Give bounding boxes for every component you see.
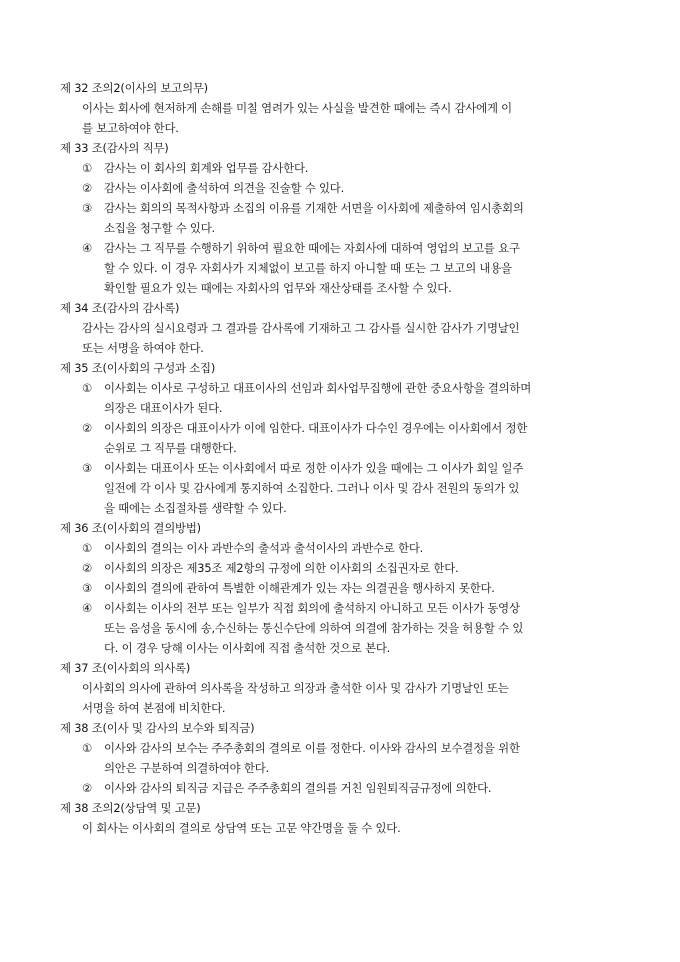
article-32-2-body-line: 를 보고하여야 한다.: [82, 121, 179, 135]
article-33-item-2: [82, 178, 344, 198]
article-36-item-1: [82, 538, 423, 558]
item-number: ④: [82, 601, 93, 615]
item-text: 감사는 이사회에 출석하여 의견을 진술할 수 있다.: [104, 181, 345, 195]
article-36-item-4: [82, 598, 520, 618]
article-38-2-body-line: 이 회사는 이사회의 결의로 상담역 또는 고문 약간명을 둘 수 있다.: [82, 821, 401, 835]
article-36-item-2: [82, 558, 458, 578]
item-number: ①: [82, 381, 93, 395]
item-number: ②: [82, 561, 93, 575]
item-text: 이사회는 이사로 구성하고 대표이사의 선임과 회사업무집행에 관한 중요사항을 결의하며: [104, 381, 532, 395]
item-number: ①: [82, 541, 93, 555]
item-continuation: 의안은 구분하여 의결하여야 한다.: [104, 761, 269, 775]
item-number: ②: [82, 781, 93, 795]
item-number: ③: [82, 461, 93, 475]
item-continuation: 을 때에는 소집절차를 생략할 수 있다.: [104, 501, 287, 515]
item-text: 이사회의 결의에 관하여 특별한 이해관계가 있는 자는 의결권을 행사하지 못한다.: [104, 581, 495, 595]
item-text: 이사회는 이사의 전부 또는 일부가 직접 회의에 출석하지 아니하고 모든 이사가 동영상: [104, 601, 520, 615]
item-number: ④: [82, 241, 93, 255]
item-text: 이사와 감사의 보수는 주주총회의 결의로 이를 정한다. 이사와 감사의 보수결정을 위한: [104, 741, 520, 755]
item-number: ①: [82, 741, 93, 755]
article-35-item-1: [82, 378, 531, 398]
item-number: ②: [82, 181, 93, 195]
item-text: 이사회의 의장은 제35조 제2항의 규정에 의한 이사회의 소집권자로 한다.: [104, 561, 459, 575]
item-number: ③: [82, 201, 93, 215]
article-38-item-2: [82, 778, 491, 798]
article-36-heading: 제 36 조(이사회의 결의방법): [60, 521, 201, 535]
article-32-2-heading: 제 32 조의2(이사의 보고의무): [60, 81, 208, 95]
article-35-item-2: [82, 418, 527, 438]
item-number: ①: [82, 161, 93, 175]
article-37-body-line: 서명을 하여 본점에 비치한다.: [82, 701, 226, 715]
article-37-heading: 제 37 조(이사회의 의사록): [60, 661, 191, 675]
item-text: 감사는 이 회사의 회계와 업무를 감사한다.: [104, 161, 309, 175]
article-35-heading: 제 35 조(이사회의 구성과 소집): [60, 361, 216, 375]
article-34-heading: 제 34 조(감사의 감사록): [60, 301, 180, 315]
article-33-item-4: [82, 238, 520, 258]
item-continuation: 순위로 그 직무를 대행한다.: [104, 441, 237, 455]
article-34-body-line: 감사는 감사의 실시요령과 그 결과를 감사록에 기재하고 그 감사를 실시한 감사가 기명날인: [82, 321, 520, 335]
item-continuation: 다. 이 경우 당해 이사는 이사회에 직접 출석한 것으로 본다.: [104, 641, 391, 655]
item-text: 이사회는 대표이사 또는 이사회에서 따로 정한 이사가 있을 때에는 그 이사가 회일 일주: [104, 461, 524, 475]
article-38-2-heading: 제 38 조의2(상담역 및 고문): [60, 801, 201, 815]
item-text: 이사회의 의장은 대표이사가 이에 임한다. 대표이사가 다수인 경우에는 이사회에서 정한: [104, 421, 528, 435]
article-32-2-body-line: 이사는 회사에 현저하게 손해를 미칠 염려가 있는 사실을 발견한 때에는 즉시 감사에게 이: [82, 101, 512, 115]
item-continuation: 소집을 청구할 수 있다.: [104, 221, 215, 235]
item-text: 이사회의 결의는 이사 과반수의 출석과 출석이사의 과반수로 한다.: [104, 541, 424, 555]
item-text: 감사는 회의의 목적사항과 소집의 이유를 기재한 서면을 이사회에 제출하여 임시총회의: [104, 201, 524, 215]
item-continuation: 의장은 대표이사가 된다.: [104, 401, 223, 415]
item-continuation: 할 수 있다. 이 경우 자회사가 지체없이 보고를 하지 아니할 때 또는 그 보고의 내용을: [104, 261, 512, 275]
item-continuation: 일전에 각 이사 및 감사에게 통지하여 소집한다. 그러나 이사 및 감사 전원의 동의가 있: [104, 481, 520, 495]
article-37-body-line: 이사회의 의사에 관하여 의사록을 작성하고 의장과 출석한 이사 및 감사가 기명날인 또는: [82, 681, 509, 695]
item-continuation: 또는 음성을 동시에 송,수신하는 통신수단에 의하여 의결에 참가하는 것을 허용할 수 있: [104, 621, 524, 635]
item-text: 이사와 감사의 퇴직금 지급은 주주총회의 결의를 거친 임원퇴직금규정에 의한다.: [104, 781, 492, 795]
article-33-item-3: [82, 198, 524, 218]
article-38-item-1: [82, 738, 520, 758]
article-33-heading: 제 33 조(감사의 직무): [60, 141, 169, 155]
article-33-item-1: [82, 158, 308, 178]
item-number: ②: [82, 421, 93, 435]
item-number: ③: [82, 581, 93, 595]
article-38-heading: 제 38 조(이사 및 감사의 보수와 퇴직금): [60, 721, 255, 735]
item-text: 감사는 그 직무를 수행하기 위하여 필요한 때에는 자회사에 대하여 영업의 보고를 요구: [104, 241, 520, 255]
article-35-item-3: [82, 458, 523, 478]
article-34-body-line: 또는 서명을 하여야 한다.: [82, 341, 204, 355]
item-continuation: 확인할 필요가 있는 때에는 자회사의 업무와 재산상태를 조사할 수 있다.: [104, 281, 452, 295]
article-36-item-3: [82, 578, 495, 598]
